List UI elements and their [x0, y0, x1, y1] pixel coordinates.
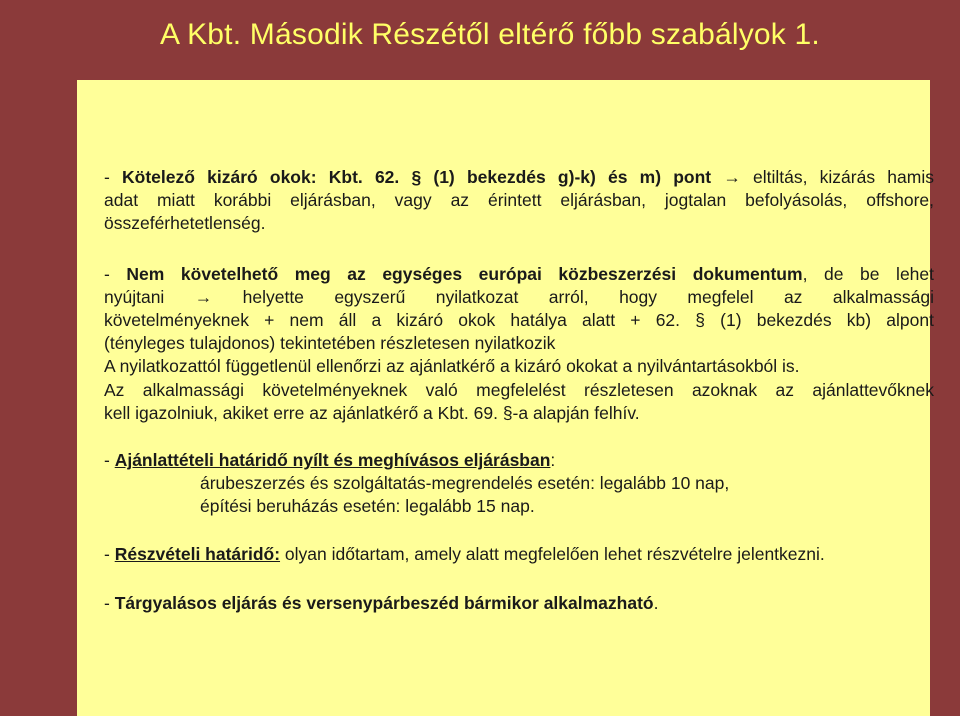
espd-heading: Nem követelhető meg az egységes európai közbeszerzési dokumentum	[126, 263, 803, 284]
participation-deadline-heading: Részvételi határidő:	[114, 543, 281, 564]
slide-title: A Kbt. Második Részétől eltérő főbb szabályok 1.	[160, 18, 820, 51]
exclusion-heading: Kötelező kizáró okok: Kbt. 62. § (1) bekezdés g)-k) és m) pont	[122, 167, 712, 187]
arrow-right-icon: →	[164, 286, 243, 307]
paragraph-exclusion-grounds: - Kötelező kizáró okok: Kbt. 62. § (1) bekezdés g)-k) és m) pont → eltiltás, kizárás hamis adat miatt korábbi eljárásban, vagy az érintett eljárásban, jogtalan befolyásolás, offshore, összeférhetetlenség.	[104, 167, 934, 234]
arrow-right-icon: →	[711, 167, 754, 187]
deadline-item-goods: árubeszerzés és szolgáltatás-megrendelés esetén: legalább 10 nap,	[200, 473, 730, 494]
negotiated-procedure-text: Tárgyalásos eljárás és versenypárbeszéd bármikor alkalmazható	[114, 592, 654, 613]
paragraph-participation-deadline: - Részvételi határidő: olyan időtartam, amely alatt megfelelően lehet részvételre jelentkezni.	[104, 543, 825, 564]
left-accent-bar	[0, 0, 77, 716]
paragraph-espd: - Nem követelhető meg az egységes európai közbeszerzési dokumentum, de be lehet nyújtani → helyette egyszerű nyilatkozat arról, hogy megfelel az alkalmassági követelményeknek + nem áll a kizáró okok hatálya alatt + 62. § (1) bekezdés kb) alpont (tényleges tulajdonos) tekintetében részletesen nyilatkozik A nyilatkozattól függetlenül ellenőrzi az ajánlatkérő a kizáró okokat a nyilvántartásokból is. Az alkalmassági követelményeknek való megfelelést részletesen azoknak az ajánlattevőknek kell igazolniuk, akiket erre az ajánlatkérő a Kbt. 69. §-a alapján felhív.	[104, 263, 934, 423]
paragraph-negotiated-procedure: - Tárgyalásos eljárás és versenypárbeszéd bármikor alkalmazható.	[104, 592, 659, 613]
paragraph-bid-deadline: - Ajánlattételi határidő nyílt és meghívásos eljárásban: árubeszerzés és szolgáltatás-megrendelés esetén: legalább 10 nap, építési beruházás esetén: legalább 15 nap.	[104, 449, 934, 519]
slide-body	[104, 166, 934, 615]
bid-deadline-heading: Ajánlattételi határidő nyílt és meghívásos eljárásban	[114, 450, 551, 471]
right-accent-bar	[930, 0, 960, 716]
deadline-item-works: építési beruházás esetén: legalább 15 nap.	[200, 496, 535, 517]
